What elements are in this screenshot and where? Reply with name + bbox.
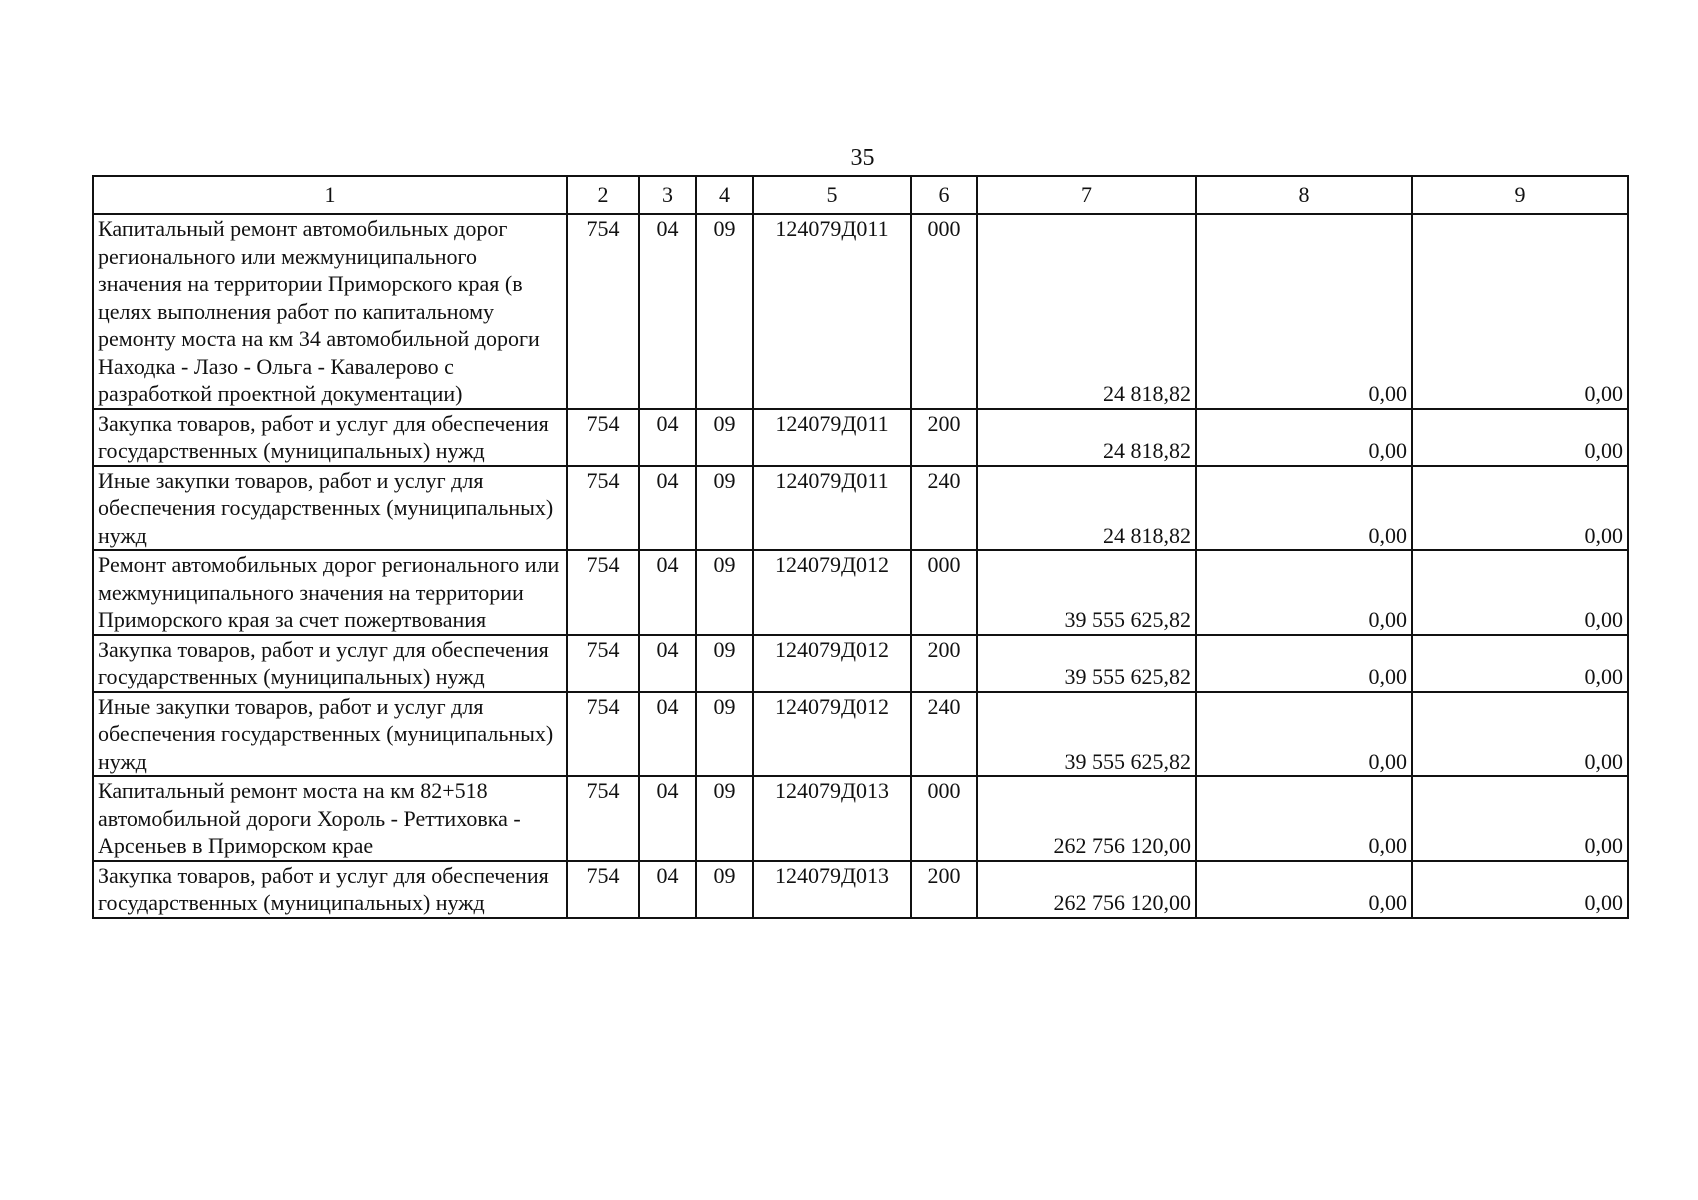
row-col-3: 04 — [639, 550, 696, 635]
table-row — [93, 635, 1628, 692]
row-col-5: 124079Д012 — [753, 550, 911, 635]
row-name: Иные закупки товаров, работ и услуг для обеспечения государственных (муниципальных) нужд — [93, 466, 567, 551]
column-header-5: 5 — [753, 176, 911, 214]
row-col-2: 754 — [567, 861, 639, 918]
row-name: Ремонт автомобильных дорог регионального или межмуниципального значения на территории Приморского края за счет пожертвования — [93, 550, 567, 635]
row-amount-8: 0,00 — [1196, 550, 1412, 635]
column-header-3: 3 — [639, 176, 696, 214]
row-col-2: 754 — [567, 635, 639, 692]
row-name: Закупка товаров, работ и услуг для обеспечения государственных (муниципальных) нужд — [93, 635, 567, 692]
row-col-3: 04 — [639, 409, 696, 466]
row-col-5: 124079Д011 — [753, 214, 911, 409]
column-header-1: 1 — [93, 176, 567, 214]
row-col-4: 09 — [696, 861, 753, 918]
row-amount-8: 0,00 — [1196, 635, 1412, 692]
row-col-6: 000 — [911, 214, 977, 409]
column-header-8: 8 — [1196, 176, 1412, 214]
row-amount-7: 39 555 625,82 — [977, 692, 1196, 777]
row-amount-9: 0,00 — [1412, 409, 1628, 466]
row-amount-9: 0,00 — [1412, 692, 1628, 777]
table-row — [93, 692, 1628, 777]
row-amount-7: 262 756 120,00 — [977, 776, 1196, 861]
row-col-2: 754 — [567, 466, 639, 551]
row-amount-7: 39 555 625,82 — [977, 550, 1196, 635]
row-col-6: 200 — [911, 861, 977, 918]
row-col-6: 240 — [911, 466, 977, 551]
row-amount-9: 0,00 — [1412, 861, 1628, 918]
row-amount-9: 0,00 — [1412, 466, 1628, 551]
row-col-4: 09 — [696, 409, 753, 466]
column-header-2: 2 — [567, 176, 639, 214]
row-col-2: 754 — [567, 776, 639, 861]
row-col-4: 09 — [696, 776, 753, 861]
row-name: Иные закупки товаров, работ и услуг для обеспечения государственных (муниципальных) нужд — [93, 692, 567, 777]
header-row — [93, 176, 1628, 214]
row-col-6: 000 — [911, 776, 977, 861]
column-header-7: 7 — [977, 176, 1196, 214]
row-col-4: 09 — [696, 214, 753, 409]
row-col-3: 04 — [639, 776, 696, 861]
table-row — [93, 214, 1628, 409]
row-col-3: 04 — [639, 635, 696, 692]
table-row — [93, 861, 1628, 918]
column-header-4: 4 — [696, 176, 753, 214]
row-col-5: 124079Д012 — [753, 635, 911, 692]
row-name: Капитальный ремонт автомобильных дорог регионального или межмуниципального значения на территории Приморского края (в целях выполнения работ по капитальному ремонту моста на км 34 автомобильной дороги Находка - Лазо - Ольга - Кавалерово с разработкой проектной документации) — [93, 214, 567, 409]
row-col-3: 04 — [639, 692, 696, 777]
row-name: Закупка товаров, работ и услуг для обеспечения государственных (муниципальных) нужд — [93, 861, 567, 918]
row-col-6: 240 — [911, 692, 977, 777]
row-amount-9: 0,00 — [1412, 635, 1628, 692]
row-col-6: 200 — [911, 409, 977, 466]
row-col-4: 09 — [696, 550, 753, 635]
table-row — [93, 409, 1628, 466]
row-amount-7: 262 756 120,00 — [977, 861, 1196, 918]
row-col-5: 124079Д011 — [753, 466, 911, 551]
row-col-5: 124079Д013 — [753, 776, 911, 861]
row-col-6: 000 — [911, 550, 977, 635]
row-amount-8: 0,00 — [1196, 214, 1412, 409]
row-name: Закупка товаров, работ и услуг для обеспечения государственных (муниципальных) нужд — [93, 409, 567, 466]
row-amount-7: 39 555 625,82 — [977, 635, 1196, 692]
row-amount-9: 0,00 — [1412, 550, 1628, 635]
row-amount-8: 0,00 — [1196, 692, 1412, 777]
row-amount-8: 0,00 — [1196, 466, 1412, 551]
row-amount-8: 0,00 — [1196, 776, 1412, 861]
row-col-2: 754 — [567, 550, 639, 635]
row-amount-9: 0,00 — [1412, 776, 1628, 861]
table-row — [93, 550, 1628, 635]
table-row — [93, 776, 1628, 861]
row-col-4: 09 — [696, 692, 753, 777]
row-name: Капитальный ремонт моста на км 82+518 автомобильной дороги Хороль - Реттиховка - Арсеньев в Приморском крае — [93, 776, 567, 861]
row-col-3: 04 — [639, 214, 696, 409]
row-amount-8: 0,00 — [1196, 861, 1412, 918]
row-col-3: 04 — [639, 861, 696, 918]
row-col-5: 124079Д011 — [753, 409, 911, 466]
row-amount-7: 24 818,82 — [977, 214, 1196, 409]
budget-table — [92, 175, 1629, 919]
table-row — [93, 466, 1628, 551]
row-amount-8: 0,00 — [1196, 409, 1412, 466]
row-col-4: 09 — [696, 635, 753, 692]
row-col-5: 124079Д013 — [753, 861, 911, 918]
row-col-6: 200 — [911, 635, 977, 692]
row-amount-7: 24 818,82 — [977, 466, 1196, 551]
row-col-3: 04 — [639, 466, 696, 551]
row-amount-7: 24 818,82 — [977, 409, 1196, 466]
column-header-6: 6 — [911, 176, 977, 214]
column-header-9: 9 — [1412, 176, 1628, 214]
page-number: 35 — [850, 145, 875, 171]
row-col-5: 124079Д012 — [753, 692, 911, 777]
row-col-2: 754 — [567, 692, 639, 777]
row-col-4: 09 — [696, 466, 753, 551]
row-col-2: 754 — [567, 409, 639, 466]
row-amount-9: 0,00 — [1412, 214, 1628, 409]
row-col-2: 754 — [567, 214, 639, 409]
